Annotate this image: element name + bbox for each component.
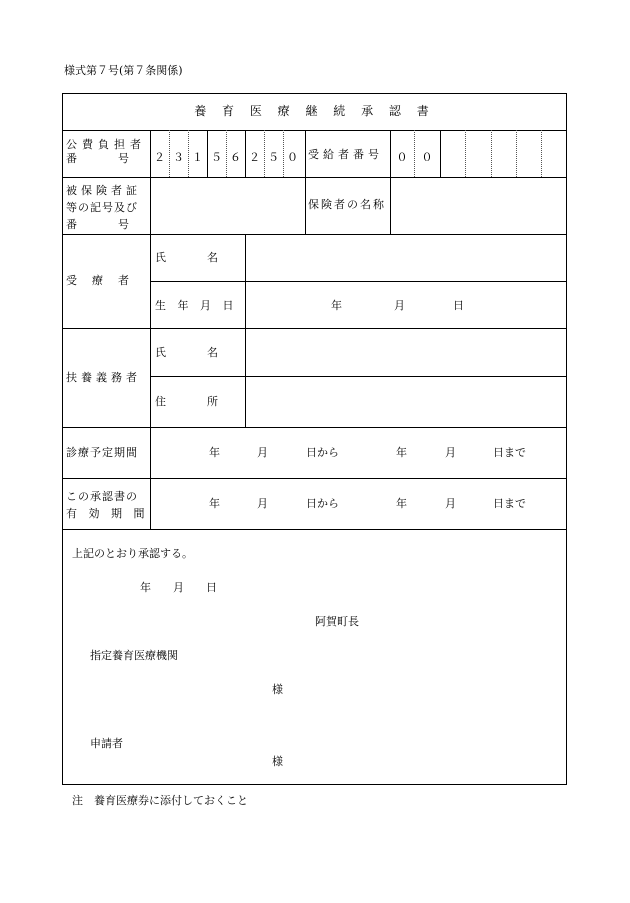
- approval-date-day: 日: [206, 581, 217, 594]
- label-column-line: [150, 130, 151, 529]
- payer-digit: ０: [287, 151, 298, 164]
- institution-honorific: 様: [272, 683, 283, 696]
- applicant-label: 申請者: [90, 737, 123, 750]
- insurance-label-line2: 等の記号及び: [66, 201, 138, 214]
- insurance-label: [66, 182, 148, 233]
- divider-insurance: [62, 234, 567, 235]
- issuer-name: 阿賀町長: [315, 615, 359, 628]
- insurer-name-label: 保険者の名称: [308, 198, 386, 211]
- approval-date-month: 月: [173, 581, 184, 594]
- validity-period-label: [66, 488, 149, 522]
- footnote: 注 養育医療券に添付しておくこと: [72, 794, 248, 807]
- treatment-end-month: 月: [445, 446, 456, 459]
- payer-digit: ６: [230, 151, 241, 164]
- divider-guardian: [62, 427, 567, 428]
- treatment-end-year: 年: [396, 446, 407, 459]
- validity-end-month: 月: [445, 497, 456, 510]
- recipient-digit: ０: [421, 151, 433, 164]
- guardian-name-label: 氏 名: [155, 346, 220, 359]
- divider-guardian-name: [150, 376, 567, 377]
- digit-separator: [541, 130, 542, 177]
- validity-label-line1: この承認書の: [66, 490, 138, 503]
- payer-digit: １: [192, 151, 203, 164]
- guardian-label: 扶養義務者: [66, 371, 141, 384]
- divider-patient-name: [150, 281, 567, 282]
- divider-patient: [62, 328, 567, 329]
- payer-digit: ５: [268, 151, 279, 164]
- insurance-label-line1: 被保険者証: [66, 184, 141, 197]
- guardian-address-label: 住 所: [155, 395, 220, 408]
- validity-start-from: 日から: [306, 497, 339, 510]
- validity-label-line2: 有 効 期 間: [66, 507, 149, 520]
- payer-digit: ３: [173, 151, 184, 164]
- patient-label: 受 療 者: [66, 274, 131, 287]
- public-payer-label-line2: 番 号: [66, 152, 131, 165]
- dob-year-unit: 年: [331, 299, 342, 312]
- form-number: 様式第７号(第７条関係): [64, 64, 183, 77]
- validity-start-month: 月: [257, 497, 268, 510]
- applicant-honorific: 様: [272, 755, 283, 768]
- treatment-end-until: 日まで: [493, 446, 526, 459]
- digit-separator: [440, 130, 441, 177]
- treatment-start-year: 年: [209, 446, 220, 459]
- validity-end-until: 日まで: [493, 497, 526, 510]
- recipient-number-label: 受給者番号: [308, 148, 383, 161]
- divider-treatment: [62, 478, 567, 479]
- sublabel-column-line: [245, 234, 246, 427]
- patient-name-label: 氏 名: [155, 251, 220, 264]
- divider-payer: [62, 177, 567, 178]
- divider-validity: [62, 529, 567, 530]
- recipient-label-left-line: [305, 130, 306, 234]
- dob-month-unit: 月: [394, 299, 405, 312]
- payer-digit: ５: [211, 151, 222, 164]
- payer-digit: ２: [154, 151, 165, 164]
- payer-digit: ２: [249, 151, 260, 164]
- institution-label: 指定養育医療機関: [90, 649, 178, 662]
- approval-statement: 上記のとおり承認する。: [72, 547, 193, 560]
- treatment-period-label: 診療予定期間: [66, 446, 138, 459]
- recipient-label-right-line: [390, 130, 391, 234]
- form-title: 養 育 医 療 継 続 承 認 書: [194, 104, 435, 118]
- treatment-start-from: 日から: [306, 446, 339, 459]
- insurance-label-line3: 番 号: [66, 218, 131, 231]
- recipient-digit: ０: [396, 151, 408, 164]
- validity-end-year: 年: [396, 497, 407, 510]
- digit-separator: [465, 130, 466, 177]
- approval-date-year: 年: [140, 581, 151, 594]
- patient-dob-label: 生 年 月 日: [155, 299, 238, 312]
- public-payer-label-line1: 公費負担者: [66, 138, 146, 151]
- public-payer-label: [66, 138, 146, 166]
- dob-day-unit: 日: [453, 299, 464, 312]
- validity-start-year: 年: [209, 497, 220, 510]
- treatment-start-month: 月: [257, 446, 268, 459]
- digit-separator: [516, 130, 517, 177]
- digit-separator: [491, 130, 492, 177]
